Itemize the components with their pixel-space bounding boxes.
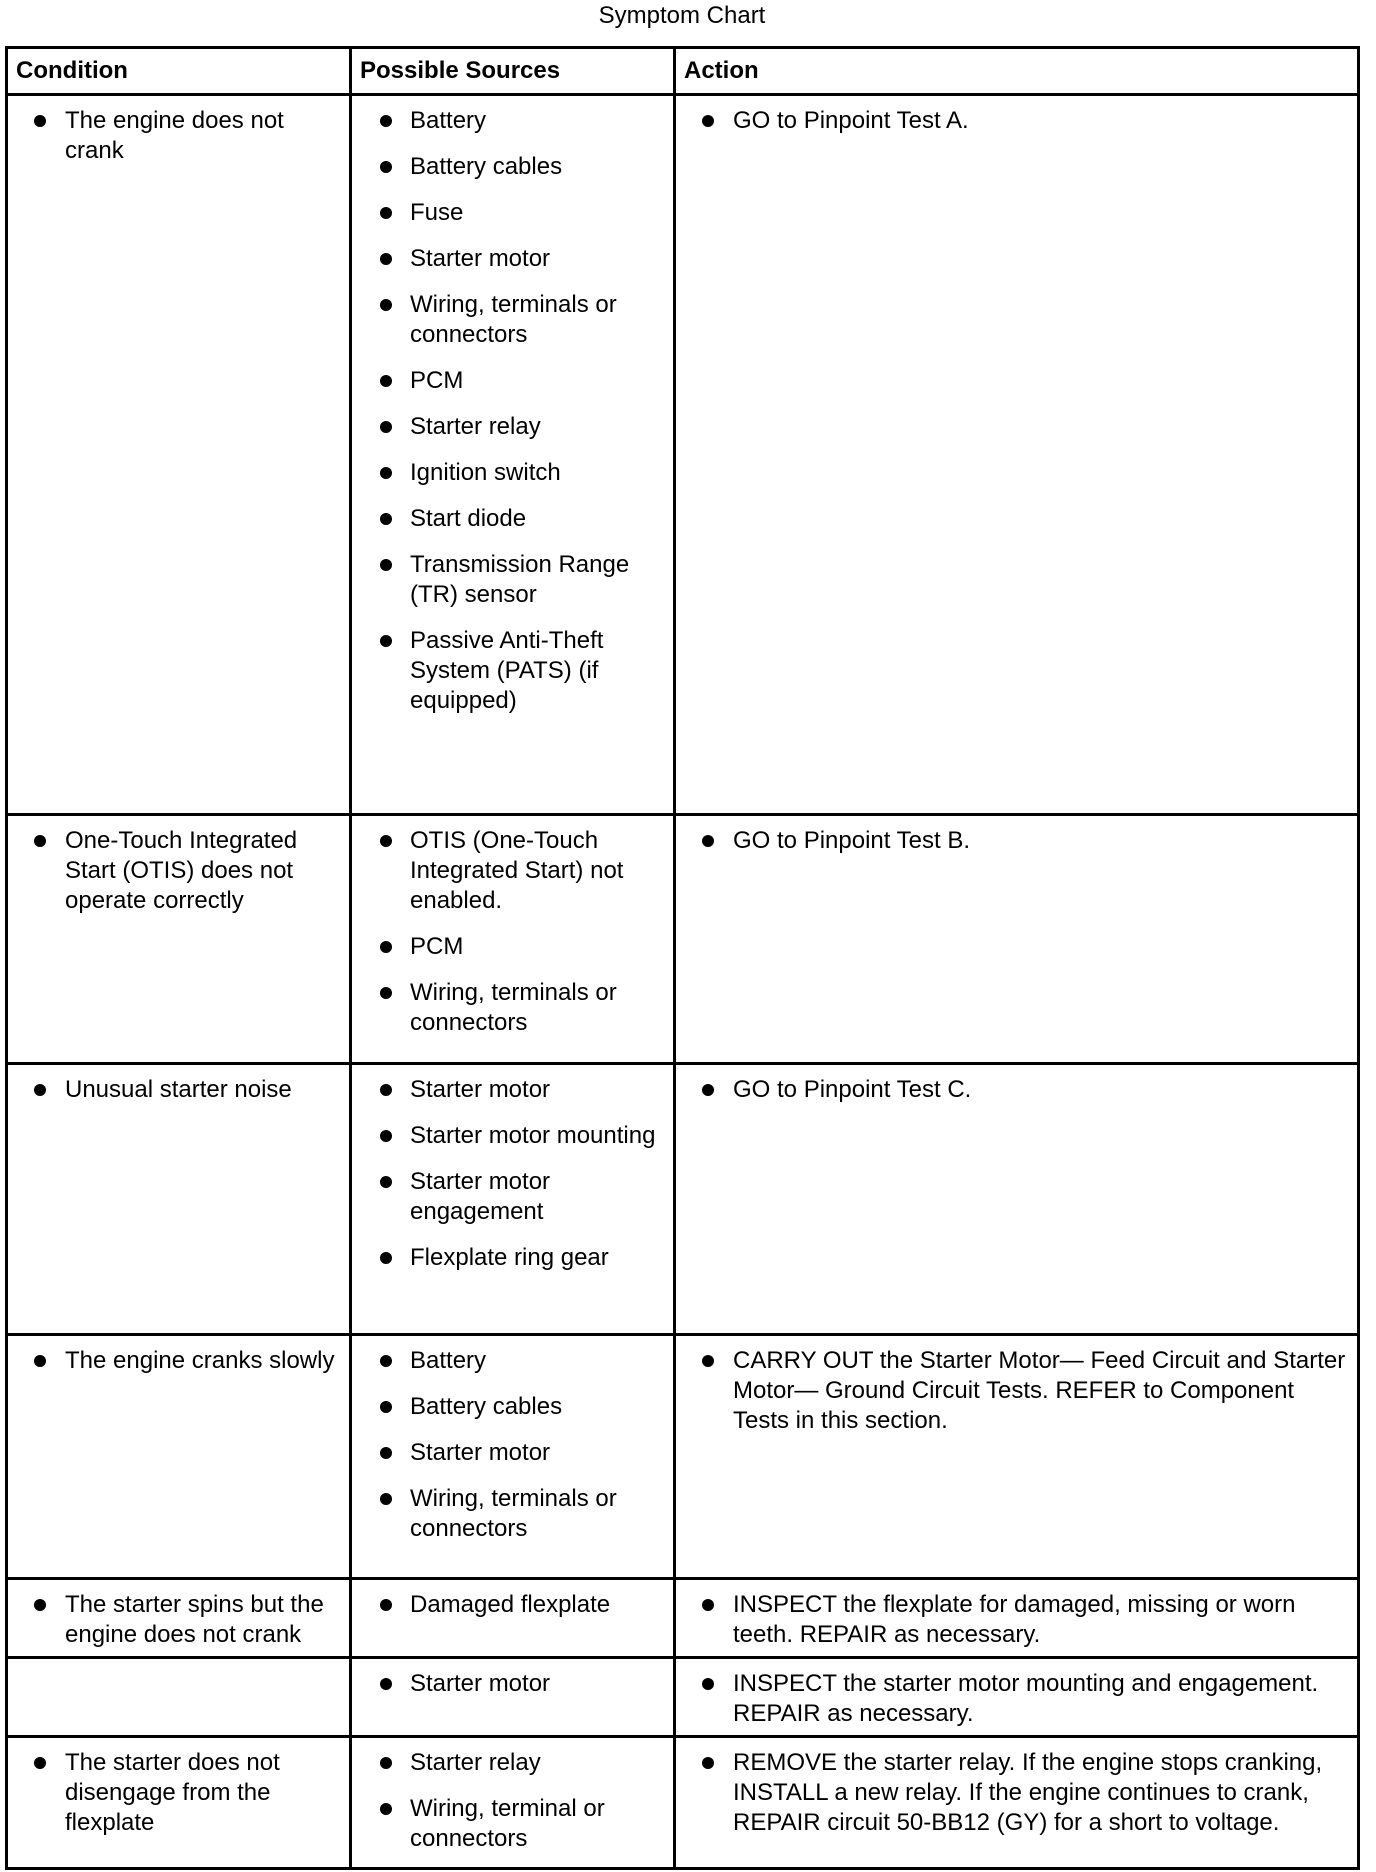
bullet-icon — [380, 115, 392, 127]
condition-list — [8, 816, 349, 922]
source-text: Wiring, terminals or connectors — [410, 291, 617, 348]
condition-item — [8, 1748, 343, 1838]
source-list — [352, 1738, 673, 1860]
source-text: Damaged flexplate — [410, 1591, 611, 1618]
bullet-icon — [702, 1355, 714, 1367]
action-cell — [675, 1335, 1359, 1579]
possible-sources-cell — [351, 1737, 675, 1869]
condition-list — [8, 1580, 349, 1656]
possible-sources-cell — [351, 1335, 675, 1579]
possible-sources-cell — [351, 1579, 675, 1658]
source-item — [352, 1669, 667, 1699]
source-text: Battery — [410, 1347, 487, 1374]
source-text: PCM — [410, 367, 464, 394]
condition-text: The starter does not disengage from the flexplate — [65, 1749, 280, 1836]
source-item — [352, 1484, 667, 1544]
action-item — [676, 106, 1351, 136]
table-row — [7, 1064, 1359, 1335]
source-text: Battery — [410, 107, 487, 134]
bullet-icon — [34, 1084, 46, 1096]
source-list — [352, 1336, 673, 1550]
action-item — [676, 1590, 1351, 1650]
condition-list — [8, 1738, 349, 1844]
source-text: Wiring, terminal or connectors — [410, 1795, 605, 1852]
possible-sources-cell — [351, 1064, 675, 1335]
bullet-icon — [380, 207, 392, 219]
condition-list — [8, 1065, 349, 1111]
possible-sources-cell — [351, 1658, 675, 1737]
bullet-icon — [34, 1757, 46, 1769]
bullet-icon — [702, 1757, 714, 1769]
source-item — [352, 244, 667, 274]
bullet-icon — [380, 1493, 392, 1505]
bullet-icon — [380, 1176, 392, 1188]
action-list — [676, 1580, 1357, 1656]
source-item — [352, 826, 667, 916]
condition-cell — [7, 1335, 351, 1579]
condition-cell — [7, 1064, 351, 1335]
source-list — [352, 816, 673, 1044]
bullet-icon — [702, 1678, 714, 1690]
source-text: Wiring, terminals or connectors — [410, 979, 617, 1036]
condition-cell — [7, 1658, 351, 1737]
action-list — [676, 816, 1357, 862]
action-item — [676, 1669, 1351, 1729]
bullet-icon — [380, 1599, 392, 1611]
source-text: Start diode — [410, 505, 527, 532]
bullet-icon — [34, 115, 46, 127]
source-text: Fuse — [410, 199, 464, 226]
source-text: PCM — [410, 933, 464, 960]
source-list — [352, 1065, 673, 1279]
bullet-icon — [34, 835, 46, 847]
condition-text: The engine does not crank — [65, 107, 284, 164]
bullet-icon — [34, 1599, 46, 1611]
bullet-icon — [380, 559, 392, 571]
source-text: Starter motor — [410, 245, 551, 272]
source-item — [352, 550, 667, 610]
chart-title: Symptom Chart — [598, 2, 766, 29]
action-cell — [675, 1737, 1359, 1869]
bullet-icon — [380, 941, 392, 953]
condition-list — [8, 96, 349, 172]
source-item — [352, 1167, 667, 1227]
action-list — [676, 1336, 1357, 1442]
action-list — [676, 1065, 1357, 1111]
source-item — [352, 1392, 667, 1422]
bullet-icon — [380, 987, 392, 999]
source-item — [352, 198, 667, 228]
table-row — [7, 1335, 1359, 1579]
source-text: Starter motor — [410, 1439, 551, 1466]
action-text: CARRY OUT the Starter Motor— Feed Circuit and Starter Motor— Ground Circuit Tests. REFER to Component Tests in this section. — [733, 1347, 1346, 1434]
condition-text: Unusual starter noise — [65, 1076, 292, 1103]
source-text: Starter relay — [410, 1749, 541, 1776]
symptom-chart-table — [5, 46, 1360, 1870]
bullet-icon — [702, 835, 714, 847]
possible-sources-cell — [351, 815, 675, 1064]
condition-cell — [7, 1737, 351, 1869]
source-list — [352, 96, 673, 722]
source-item — [352, 458, 667, 488]
source-item — [352, 412, 667, 442]
bullet-icon — [380, 835, 392, 847]
bullet-icon — [380, 1355, 392, 1367]
condition-text: One-Touch Integrated Start (OTIS) does not operate correctly — [65, 827, 298, 914]
bullet-icon — [380, 1447, 392, 1459]
action-item — [676, 826, 1351, 856]
source-text: Starter motor engagement — [410, 1168, 551, 1225]
action-list — [676, 96, 1357, 142]
source-text: Battery cables — [410, 153, 563, 180]
source-text: Starter motor mounting — [410, 1122, 656, 1149]
action-cell — [675, 1658, 1359, 1737]
source-item — [352, 290, 667, 350]
condition-item — [8, 1075, 343, 1105]
condition-item — [8, 106, 343, 166]
source-text: Flexplate ring gear — [410, 1244, 609, 1271]
source-list — [352, 1659, 673, 1705]
header-possible-sources: Possible Sources — [351, 48, 675, 95]
source-item — [352, 106, 667, 136]
source-item — [352, 1243, 667, 1273]
bullet-icon — [380, 1678, 392, 1690]
bullet-icon — [702, 1084, 714, 1096]
possible-sources-cell — [351, 95, 675, 815]
action-text: REMOVE the starter relay. If the engine stops cranking, INSTALL a new relay. If the engine continues to crank, REPAIR circuit 50-BB12 (GY) for a short to voltage. — [733, 1749, 1323, 1836]
action-text: GO to Pinpoint Test C. — [733, 1076, 972, 1103]
bullet-icon — [380, 161, 392, 173]
source-text: Starter motor — [410, 1076, 551, 1103]
source-item — [352, 932, 667, 962]
action-text: INSPECT the starter motor mounting and engagement. REPAIR as necessary. — [733, 1670, 1319, 1727]
action-item — [676, 1075, 1351, 1105]
source-list — [352, 1580, 673, 1626]
action-list — [676, 1659, 1357, 1735]
table-row — [7, 95, 1359, 815]
condition-item — [8, 1346, 343, 1376]
source-item — [352, 366, 667, 396]
condition-cell — [7, 1579, 351, 1658]
action-list — [676, 1738, 1357, 1844]
condition-list — [8, 1336, 349, 1382]
source-item — [352, 1346, 667, 1376]
action-cell — [675, 1579, 1359, 1658]
bullet-icon — [380, 513, 392, 525]
source-text: Passive Anti-Theft System (PATS) (if equipped) — [410, 627, 604, 714]
header-condition: Condition — [7, 48, 351, 95]
bullet-icon — [380, 1252, 392, 1264]
action-text: INSPECT the flexplate for damaged, missing or worn teeth. REPAIR as necessary. — [733, 1591, 1296, 1648]
condition-item — [8, 826, 343, 916]
action-text: GO to Pinpoint Test B. — [733, 827, 971, 854]
source-item — [352, 1794, 667, 1854]
source-item — [352, 978, 667, 1038]
source-item — [352, 1438, 667, 1468]
source-text: Battery cables — [410, 1393, 563, 1420]
bullet-icon — [380, 1084, 392, 1096]
bullet-icon — [702, 1599, 714, 1611]
condition-item — [8, 1590, 343, 1650]
source-text: Ignition switch — [410, 459, 561, 486]
source-item — [352, 1590, 667, 1620]
table-row — [7, 1579, 1359, 1658]
source-text: Starter motor — [410, 1670, 551, 1697]
bullet-icon — [702, 115, 714, 127]
condition-cell — [7, 815, 351, 1064]
condition-text: The starter spins but the engine does not crank — [65, 1591, 324, 1648]
bullet-icon — [380, 1803, 392, 1815]
source-text: OTIS (One-Touch Integrated Start) not enabled. — [410, 827, 624, 914]
bullet-icon — [380, 421, 392, 433]
condition-cell — [7, 95, 351, 815]
source-item — [352, 626, 667, 716]
table-row — [7, 1737, 1359, 1869]
source-text: Starter relay — [410, 413, 541, 440]
header-action: Action — [675, 48, 1359, 95]
bullet-icon — [380, 467, 392, 479]
source-text: Transmission Range (TR) sensor — [410, 551, 630, 608]
source-text: Wiring, terminals or connectors — [410, 1485, 617, 1542]
bullet-icon — [380, 1757, 392, 1769]
action-item — [676, 1748, 1351, 1838]
bullet-icon — [380, 1401, 392, 1413]
source-item — [352, 152, 667, 182]
table-row — [7, 1658, 1359, 1737]
source-item — [352, 1748, 667, 1778]
bullet-icon — [380, 253, 392, 265]
bullet-icon — [34, 1355, 46, 1367]
source-item — [352, 1121, 667, 1151]
action-text: GO to Pinpoint Test A. — [733, 107, 969, 134]
source-item — [352, 1075, 667, 1105]
source-item — [352, 504, 667, 534]
bullet-icon — [380, 1130, 392, 1142]
action-cell — [675, 1064, 1359, 1335]
action-cell — [675, 815, 1359, 1064]
header-row — [7, 48, 1359, 95]
bullet-icon — [380, 635, 392, 647]
condition-text: The engine cranks slowly — [65, 1347, 335, 1374]
bullet-icon — [380, 375, 392, 387]
action-item — [676, 1346, 1351, 1436]
bullet-icon — [380, 299, 392, 311]
action-cell — [675, 95, 1359, 815]
table-row — [7, 815, 1359, 1064]
